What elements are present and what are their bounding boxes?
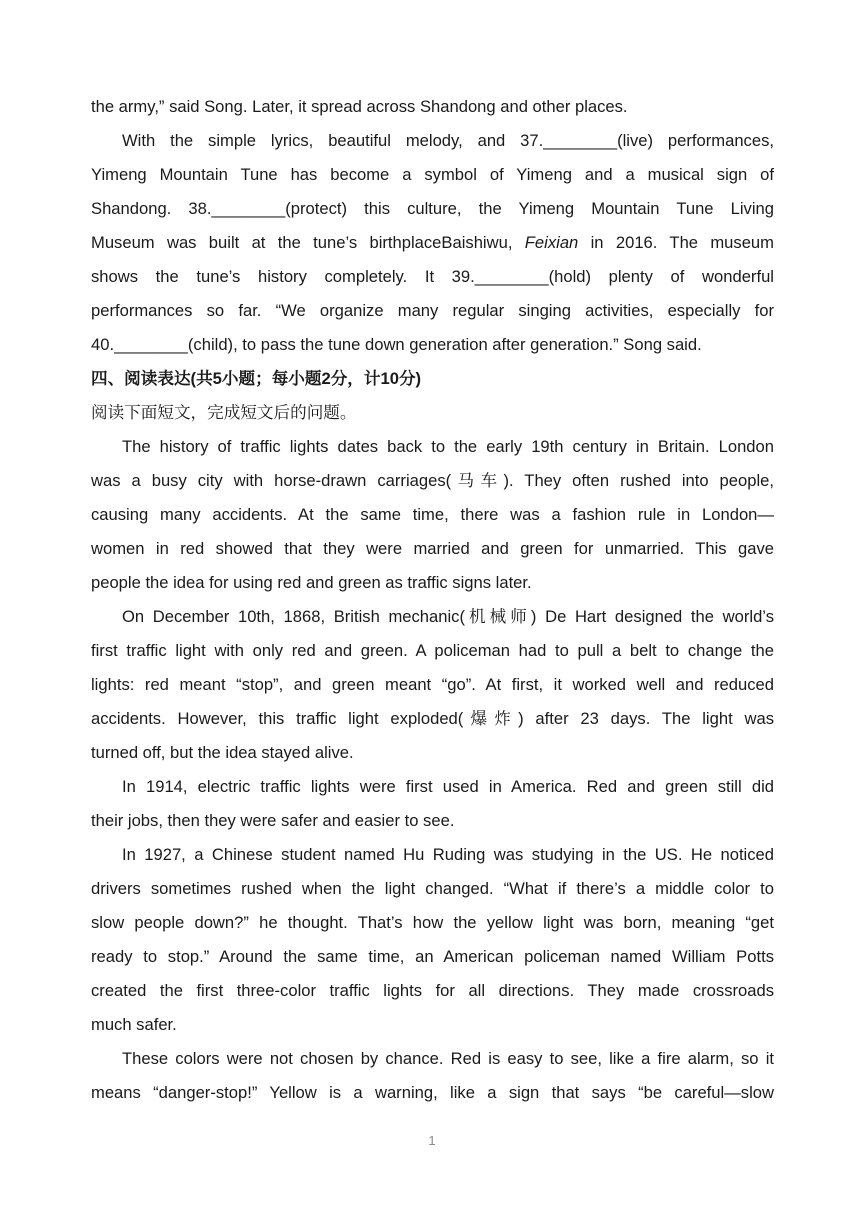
text-line: created the first three-color traffic lights for all directions. They made crossroads bbox=[91, 981, 774, 1000]
text-line: On December 10th, 1868, British mechanic(机械师) De Hart designed the world’s bbox=[122, 607, 774, 626]
text-line: shows the tune’s history completely. It 39.________(hold) plenty of wonderful bbox=[91, 267, 774, 286]
text-line: was a busy city with horse-drawn carriages(马车). They often rushed into people, bbox=[91, 471, 774, 490]
page-number: 1 bbox=[428, 1133, 436, 1148]
text-segment: Museum was built at the tune’s birthplaceBaishiwu, bbox=[91, 233, 513, 252]
text-line: the army,” said Song. Later, it spread across Shandong and other places. bbox=[91, 97, 628, 116]
text-line: Shandong. 38.________(protect) this culture, the Yimeng Mountain Tune Living bbox=[91, 199, 774, 218]
text-line: accidents. However, this traffic light exploded(爆炸) after 23 days. The light was bbox=[91, 709, 774, 728]
text-line: people the idea for using red and green as traffic signs later. bbox=[91, 573, 532, 592]
text-line: slow people down?” he thought. That’s how the yellow light was born, meaning “get bbox=[91, 913, 774, 932]
text-line: drivers sometimes rushed when the light changed. “What if there’s a middle color to bbox=[91, 879, 774, 898]
text-line: much safer. bbox=[91, 1015, 177, 1034]
text-line: causing many accidents. At the same time, there was a fashion rule in London— bbox=[91, 505, 774, 524]
text-line bbox=[91, 226, 774, 260]
text-line: These colors were not chosen by chance. Red is easy to see, like a fire alarm, so it bbox=[122, 1049, 774, 1068]
text-line: performances so far. “We organize many regular singing activities, especially for bbox=[91, 301, 774, 320]
section-heading: 四、阅读表达(共5小题；每小题2分，计10分) bbox=[91, 369, 422, 388]
text-line: With the simple lyrics, beautiful melody, and 37.________(live) performances, bbox=[122, 131, 774, 150]
italic-place-name: Feixian bbox=[524, 233, 579, 252]
text-line: 40.________(child), to pass the tune down generation after generation.” Song said. bbox=[91, 335, 702, 354]
text-line: ready to stop.” Around the same time, an American policeman named William Potts bbox=[91, 947, 774, 966]
text-line: women in red showed that they were married and green for unmarried. This gave bbox=[91, 539, 774, 558]
text-line: first traffic light with only red and green. A policeman had to pull a belt to change the bbox=[91, 641, 774, 660]
text-line: turned off, but the idea stayed alive. bbox=[91, 743, 354, 762]
instruction-line: 阅读下面短文，完成短文后的问题。 bbox=[91, 403, 357, 422]
text-line: In 1914, electric traffic lights were first used in America. Red and green still did bbox=[122, 777, 774, 796]
text-segment: in 2016. The museum bbox=[590, 233, 774, 252]
text-line: In 1927, a Chinese student named Hu Ruding was studying in the US. He noticed bbox=[122, 845, 774, 864]
text-line: means “danger-stop!” Yellow is a warning, like a sign that says “be careful—slow bbox=[91, 1083, 774, 1102]
text-line: lights: red meant “stop”, and green meant “go”. At first, it worked well and reduced bbox=[91, 675, 774, 694]
text-line: The history of traffic lights dates back to the early 19th century in Britain. London bbox=[122, 437, 774, 456]
document-page bbox=[91, 90, 774, 1110]
text-line: their jobs, then they were safer and easier to see. bbox=[91, 811, 455, 830]
text-line: Yimeng Mountain Tune has become a symbol of Yimeng and a musical sign of bbox=[91, 165, 774, 184]
